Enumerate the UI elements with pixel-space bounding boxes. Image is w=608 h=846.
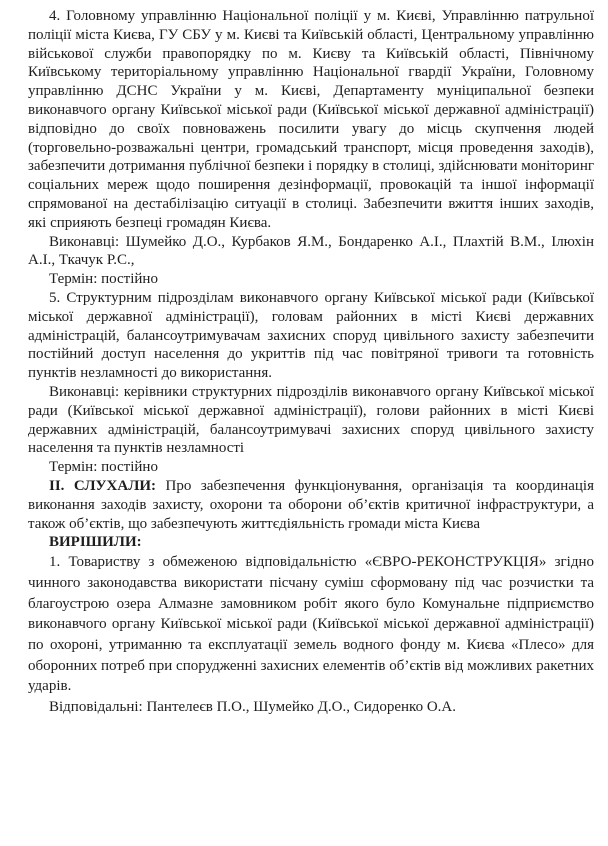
item-4-executors-line: Виконавці: Шумейко Д.О., Курбаков Я.М., Бондаренко А.І., Плахтій В.М., Ілюхін А.І., Ткачук Р.С., <box>28 233 594 269</box>
resolution-item-5-paragraph: 5. Структурним підрозділам виконавчого органу Київської міської ради (Київської міської державної адміністрації), головам районних в місті Києві державних адміністрацій, балансоутримувачам захисних споруд цивільного захисту забезпечити постійний доступ населення до укриттів під час повітряної тривоги та готовність пунктів незламності до використання. <box>28 289 594 382</box>
item-1-responsible-line: Відповідальні: Пантелеєв П.О., Шумейко Д.О., Сидоренко О.А. <box>49 699 456 716</box>
decided-section-label: ВИРІШИЛИ: <box>49 534 142 551</box>
heard-section-label: ІІ. СЛУХАЛИ: <box>49 477 157 494</box>
decided-item-1-paragraph: 1. Товариству з обмеженою відповідальністю «ЄВРО-РЕКОНСТРУКЦІЯ» згідно чинного законодавства використати пісчану суміш сформовану під час розчистки та благоустрою озера Алмазне замовником робіт якого було Комунальне підприємство виконавчого органу Київської міської ради (Київської міської державної адміністрації) по охороні, утриманню та експлуатації земель водного фонду м. Києва «Плесо» для оборонних потреб при спорудженні захисних елементів об’єктів від можливих ракетних ударів. <box>28 554 594 695</box>
heard-section-paragraph <box>28 477 594 533</box>
heard-section-text: Про забезпечення функціонування, організація та координація виконання заходів захисту, охорони та оборони об’єктів критичної інфраструктури, а також об’єктів, що забезпечують життєдіяльність громади міста Києва <box>28 477 594 532</box>
resolution-item-4-paragraph: 4. Головному управлінню Національної поліції у м. Києві, Управлінню патрульної поліції міста Києва, ГУ СБУ у м. Києві та Київській області, Центральному управлінню військової служби правопорядку по м. Києву та Київській області, Північному Київському територіальному управлінню Національної гвардії України, Головному управлінню ДСНС України у м. Києві, Департаменту муніципальної безпеки виконавчого органу Київської міської ради (Київської міської державної адміністрації) відповідно до своїх повноважень посилити увагу до місць скупчення людей (торговельно-розважальні центри, громадський транспорт, місця проведення заходів), забезпечити дотримання публічної безпеки і порядку в столиці, здійснювати моніторинг соціальних мереж щодо поширення дезінформації, провокацій та іншої інформації спрямованої на дестабілізацію ситуації в столиці. Забезпечити вжиття інших заходів, які сприяють безпеці громадян Києва. <box>28 8 594 231</box>
item-5-executors-line: Виконавці: керівники структурних підрозділів виконавчого органу Київської міської ради (Київської міської державної адміністрації), голови районних в місті Києві державних адміністрацій, балансоутримувачі захисних споруд цивільного захисту населення та пунктів незламності <box>28 383 594 457</box>
item-5-term-line: Термін: постійно <box>49 459 158 476</box>
item-4-term-line: Термін: постійно <box>49 271 158 288</box>
